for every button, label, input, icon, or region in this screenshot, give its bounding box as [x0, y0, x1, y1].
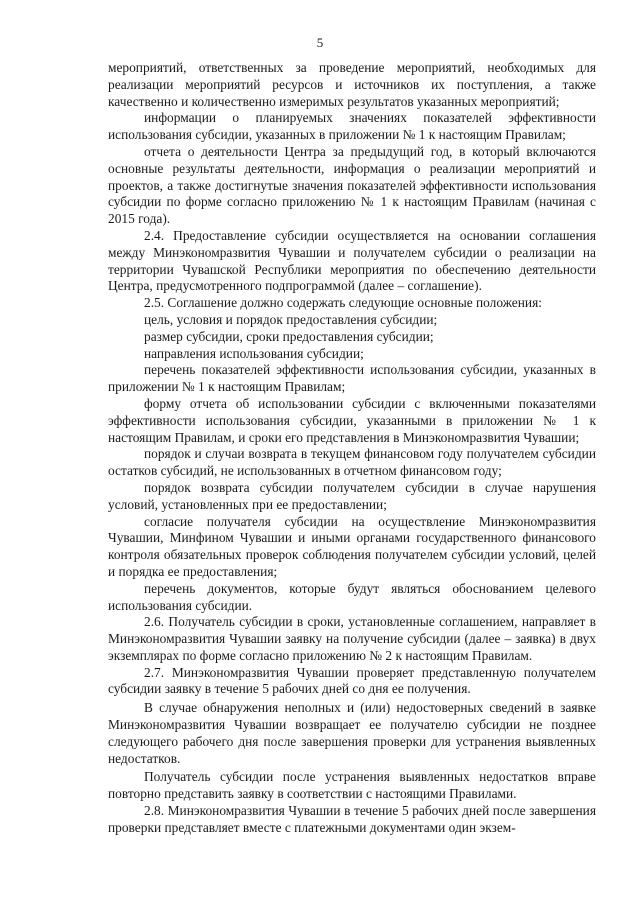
list-item-documents: перечень документов, которые будут являться обоснованием целевого использования субсидии.	[108, 580, 596, 613]
list-item-indicators: перечень показателей эффективности использования субсидии, указанных в приложении № 1 к настоящим Правилам;	[108, 362, 596, 395]
paragraph-resubmit: Получатель субсидии после устранения выявленных недостатков вправе повторно представить заявку в соответствии с настоящими Правилами.	[108, 769, 596, 802]
paragraph-2-4: 2.4. Предоставление субсидии осуществляется на основании соглашения между Минэкономразвития Чувашии и получателем субсидии о реализации на территории Чувашской Республики мероприятия по обеспечению деятельности Центра, предусмотренного подпрограммой (далее – соглашение).	[108, 227, 596, 294]
paragraph-continuation: мероприятий, ответственных за проведение мероприятий, необходимых для реализации мероприятий ресурсов и источников их поступления, а также качественно и количественно измеримых результатов указанных мероприятий;	[108, 60, 596, 109]
list-item-amount: размер субсидии, сроки предоставления субсидии;	[144, 328, 434, 344]
list-item-center-report: отчета о деятельности Центра за предыдущий год, в который включаются основные результаты деятельности, информация о реализации мероприятий и проектов, а также достигнутые значения показателей эффективности использования субсидии по форме согласно приложению № 1 к настоящим Правилам (начиная с 2015 года).	[108, 143, 596, 227]
document-body	[108, 60, 596, 837]
paragraph-incomplete-info: В случае обнаружения неполных и (или) недостоверных сведений в заявке Минэкономразвития Чувашии возвращает ее получателю субсидии не позднее следующего рабочего дня после завершения проверки для устранения выявленных недостатков.	[108, 700, 596, 766]
list-item-report-form: форму отчета об использовании субсидии с включенными показателями эффективности использования субсидии, указанными в приложении № 1 к настоящим Правилам, и сроки его представления в Минэкономразвития Чувашии;	[108, 395, 596, 445]
list-item-directions: направления использования субсидии;	[144, 345, 364, 361]
list-item-purpose: цель, условия и порядок предоставления субсидии;	[144, 311, 438, 327]
paragraph-2-7: 2.7. Минэкономразвития Чувашии проверяет представленную получателем субсидии заявку в течение 5 рабочих дней со дня ее получения.	[108, 664, 596, 697]
paragraph-2-5: 2.5. Соглашение должно содержать следующие основные положения:	[144, 295, 542, 311]
list-item-planned-indicators: информации о планируемых значениях показателей эффективности использования субсидии, указанных в приложении № 1 к настоящим Правилам;	[108, 110, 596, 143]
paragraph-2-8: 2.8. Минэкономразвития Чувашии в течение 5 рабочих дней после завершения проверки представляет вместе с платежными документами один экзем-	[108, 803, 596, 835]
paragraph-2-6: 2.6. Получатель субсидии в сроки, установленные соглашением, направляет в Минэкономразвития Чувашии заявку на получение субсидии (далее – заявка) в двух экземплярах по форме согласно приложению № 2 к настоящим Правилам.	[108, 614, 596, 663]
list-item-consent: согласие получателя субсидии на осуществление Минэкономразвития Чувашии, Минфином Чувашии и иными органами государственного финансового контроля обязательных проверок соблюдения получателем субсидии условий, целей и порядка ее предоставления;	[108, 513, 596, 579]
page-number: 5	[316, 35, 324, 50]
list-item-return-cases: порядок и случаи возврата в текущем финансовом году получателем субсидии остатков субсидий, не использованных в отчетном финансовом году;	[108, 446, 596, 479]
list-item-return-procedure: порядок возврата субсидии получателем субсидии в случае нарушения условий, установленных при ее предоставлении;	[108, 479, 596, 512]
